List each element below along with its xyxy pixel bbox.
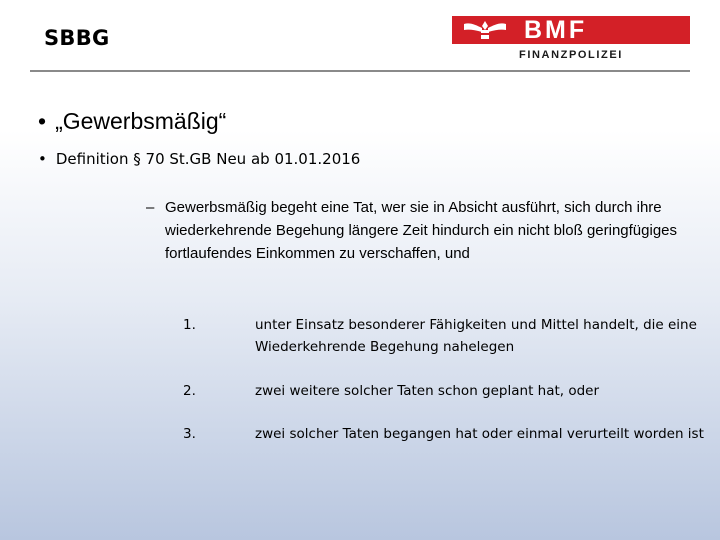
main-bullet-text: „Gewerbsmäßig“ [55,108,227,134]
dash-icon: – [146,199,155,216]
sub-bullet [38,150,360,168]
header-divider [30,70,690,72]
main-bullet [38,108,226,135]
logo-red-bar [452,16,690,44]
bmf-logo [452,16,690,66]
sub-bullet-text: Definition § 70 St.GB Neu ab 01.01.2016 [55,150,361,168]
slide-title: SBBG [44,26,110,50]
logo-subtitle: FINANZPOLIZEI [519,49,623,61]
list-item-text: unter Einsatz besonderer Fähigkeiten und Mittel handelt, die eine Wiederkehrende Begehung nahelegen [255,317,697,355]
list-item-number: 2. [183,383,196,399]
list-item-number: 1. [183,317,196,333]
list-item-number: 3. [183,426,196,442]
bullet-dot-icon: • [38,108,47,134]
definition-text: Gewerbsmäßig begeht eine Tat, wer sie in Absicht ausführt, sich durch ihre wiederkehrende Begehung längere Zeit hindurch ein nicht bloß geringfügiges fortlaufendes Einkommen zu verschaffen, und [165,199,678,262]
list-item-text: zwei solcher Taten begangen hat oder einmal verurteilt worden ist [255,426,704,442]
eagle-emblem-icon [460,18,510,42]
logo-brand-text: BMF [524,16,588,44]
bullet-dot-icon: • [38,150,47,168]
list-item-text: zwei weitere solcher Taten schon geplant hat, oder [255,383,600,399]
